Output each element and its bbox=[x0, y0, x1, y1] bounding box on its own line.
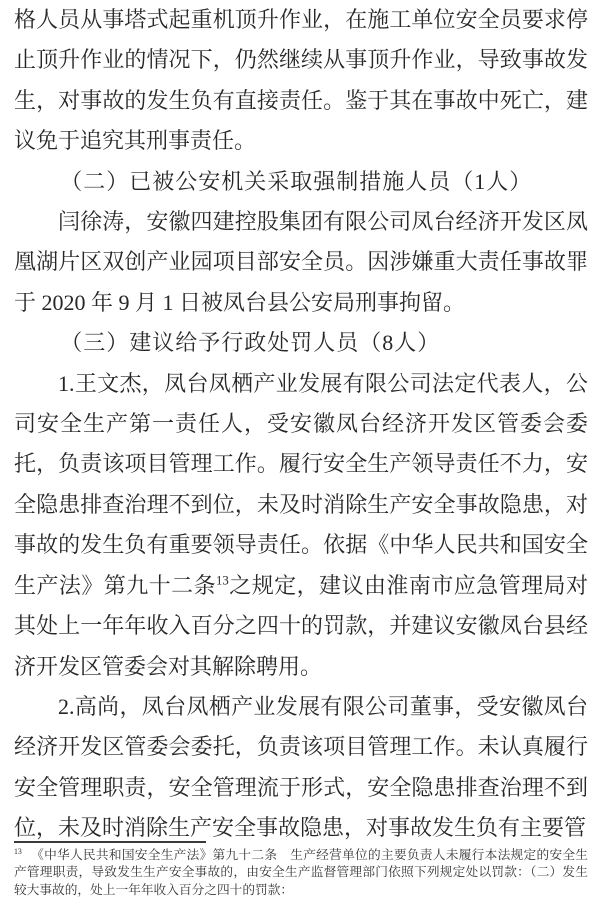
text-run: 格人员从事塔式起重机顶升作业，在施工单位安全员要求停止顶升作业的情况下，仍然继续从事顶升作业，导致事故发生，对事故的发生负有直接责任。鉴于其在事故中死亡，建议免于追究其刑事责任。 bbox=[14, 7, 588, 154]
text-run: （二）已被公安机关采取强制措施人员（1人） bbox=[60, 168, 533, 194]
footnote-reference: 13 bbox=[216, 573, 229, 588]
text-run: 闫徐涛，安徽四建控股集团有限公司凤台经济开发区凤凰湖片区双创产业园项目部安全员。因涉嫌重大责任事故罪于 2020 年 9 月 1 日被凤台县公安局刑事拘留。 bbox=[14, 209, 588, 315]
section-heading bbox=[14, 323, 588, 363]
document-body bbox=[14, 0, 588, 849]
text-run: 之规定，建议由淮南市应急管理局对其处上一年年收入百分之四十的罚款，并建议安徽凤台县经济开发区管委会对其解除聘用。 bbox=[14, 572, 588, 679]
text-run: 2.高尚，凤台凤栖产业发展有限公司董事，受安徽凤台经济开发区管委会委托，负责该项目管理工作。未认真履行安全管理职责，安全管理流于形式，安全隐患排查治理不到位，未及时消除生产安全事故隐患，对事故发生负有主要管 bbox=[14, 693, 588, 841]
footnote-area bbox=[14, 841, 588, 898]
paragraph bbox=[14, 687, 588, 849]
paragraph bbox=[14, 364, 588, 687]
footnote-text: 《中华人民共和国安全生产法》第九十二条 生产经营单位的主要负责人未履行本法规定的安全生产管理职责，导致发生生产安全事故的，由安全生产监督管理部门依照下列规定处以罚款：（二）发生较大事故的，处上一年年收入百分之四十的罚款： bbox=[14, 848, 588, 897]
paragraph bbox=[14, 202, 588, 323]
paragraph bbox=[14, 0, 588, 162]
footnote-divider bbox=[14, 841, 206, 843]
footnote bbox=[14, 847, 588, 898]
section-heading bbox=[14, 162, 588, 202]
text-run: （三）建议给予行政处罚人员（8人） bbox=[60, 330, 441, 356]
text-run: 1.王文杰，凤台凤栖产业发展有限公司法定代表人，公司安全生产第一责任人，受安徽凤台经济开发区管委会委托，负责该项目管理工作。履行安全生产领导责任不力，安全隐患排查治理不到位，未及时消除生产安全事故隐患，对事故的发生负有重要领导责任。依据《中华人民共和国安全生产法》第九十二条 bbox=[14, 370, 588, 598]
footnote-marker: 13 bbox=[14, 846, 22, 856]
